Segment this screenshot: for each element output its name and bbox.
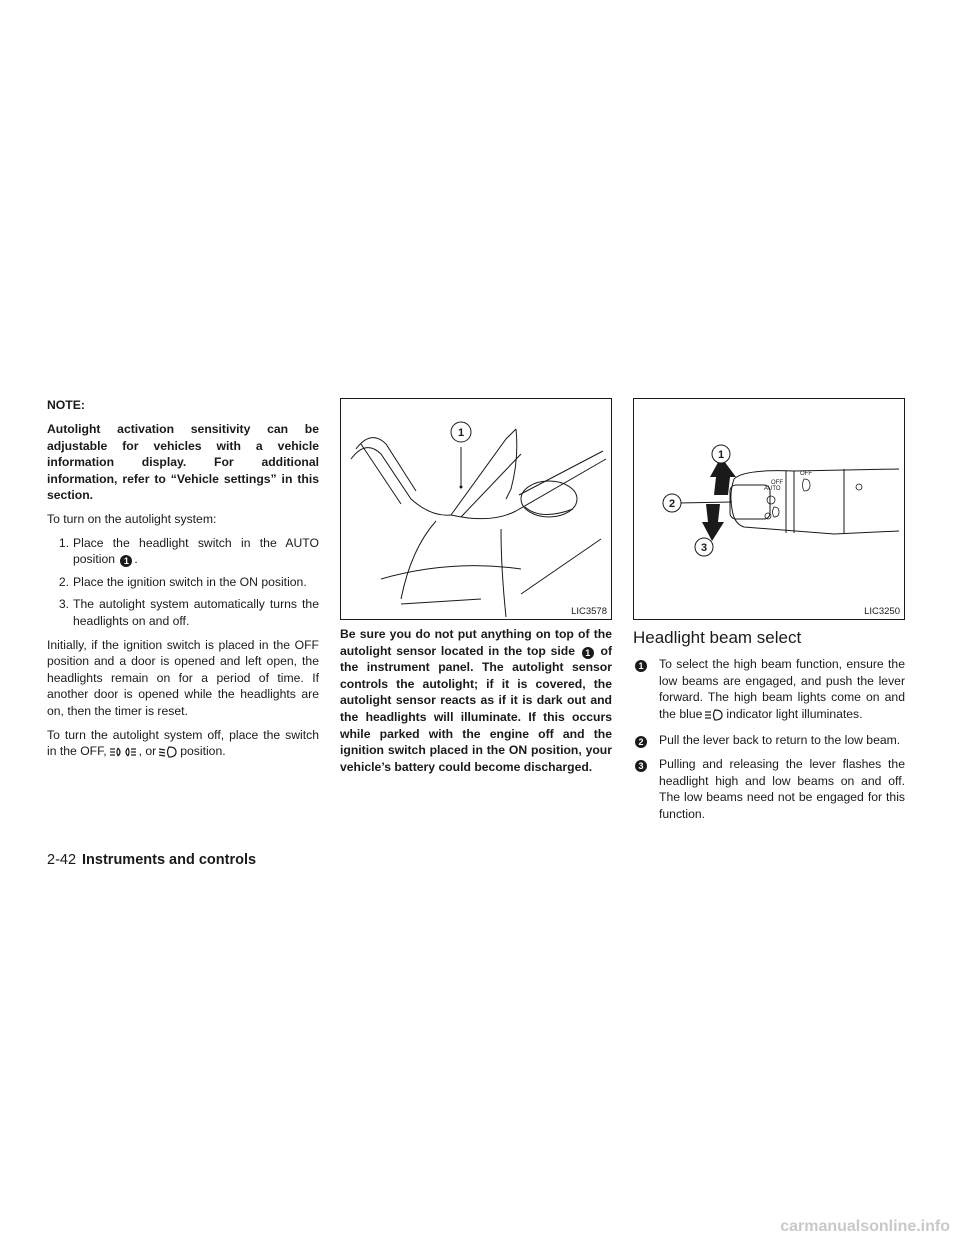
section-heading: Headlight beam select — [633, 628, 802, 647]
autolight-off-paragraph: To turn the autolight system off, place the switch in the OFF, , or position. — [47, 727, 319, 763]
figure-code: LIC3250 — [864, 606, 900, 617]
page-number: 2-42 — [47, 852, 77, 868]
section-title: Instruments and controls — [82, 852, 257, 868]
right-column — [633, 398, 905, 829]
list-item: 3 Pulling and releasing the lever flashes the headlight high and low beams on and off. The low beams need not be engaged for this function. — [633, 756, 905, 822]
dashboard-illustration — [341, 399, 611, 619]
steps-list — [47, 535, 319, 630]
parking-light-icon — [110, 746, 136, 763]
svg-text:AUTO: AUTO — [764, 486, 781, 492]
note-body: Autolight activation sensitivity can be adjustable for vehicles with a vehicle information display. For additional information, refer to “Vehicle settings” in this section. — [47, 422, 319, 503]
sensor-warning: Be sure you do not put anything on top of the autolight sensor located in the top side 1 of the instrument panel. The autolight sensor controls the autolight; if it is covered, the autolight sensor reacts as if it is dark out and the headlights will illuminate. If this occurs while parked with the engine off and the ignition switch placed in the ON position, your vehicle’s battery could become discharged. — [340, 627, 613, 774]
callout-3-marker: 3 — [635, 760, 647, 772]
headlight-icon — [159, 746, 177, 763]
svg-text:OFF: OFF — [771, 480, 783, 486]
lever-illustration — [634, 399, 904, 619]
beam-select-list — [633, 656, 905, 822]
high-beam-indicator-icon — [705, 709, 723, 726]
figure-label-1: 1 — [717, 449, 725, 461]
initially-paragraph: Initially, if the ignition switch is placed in the OFF position and a door is opened and left open, the headlights remain on for a period of time. If another door is opened while the headlights are on, then the timer is reset. — [47, 637, 319, 718]
callout-1-marker: 1 — [582, 647, 594, 659]
callout-1-marker: 1 — [120, 555, 132, 567]
list-item: 1 To select the high beam function, ensure the low beams are engaged, and push the lever forward. The high beam lights come on and the blue indicator light illuminates. — [633, 656, 905, 725]
middle-column — [340, 398, 612, 782]
callout-2-marker: 2 — [635, 736, 647, 748]
note-label: NOTE: — [47, 398, 85, 412]
figure-code: LIC3578 — [571, 606, 607, 617]
callout-1-marker: 1 — [635, 660, 647, 672]
autolight-sensor-figure — [340, 398, 612, 620]
figure-label-1: 1 — [457, 427, 465, 439]
figure-label-3: 3 — [700, 542, 708, 554]
page-footer — [47, 852, 256, 868]
svg-text:OFF: OFF — [800, 471, 812, 477]
step-2: 2. Place the ignition switch in the ON position. — [58, 574, 307, 589]
left-column — [47, 398, 319, 770]
intro-text: To turn on the autolight system: — [47, 511, 217, 526]
list-item: 2 Pull the lever back to return to the low beam. — [633, 732, 905, 749]
step-3: 3. The autolight system automatically turns the headlights on and off. — [58, 597, 319, 628]
headlight-lever-figure — [633, 398, 905, 620]
figure-label-2: 2 — [668, 498, 676, 510]
watermark: carmanualsonline.info — [780, 1218, 950, 1235]
step-1: 1. Place the headlight switch in the AUTO position 1 . — [58, 535, 319, 567]
